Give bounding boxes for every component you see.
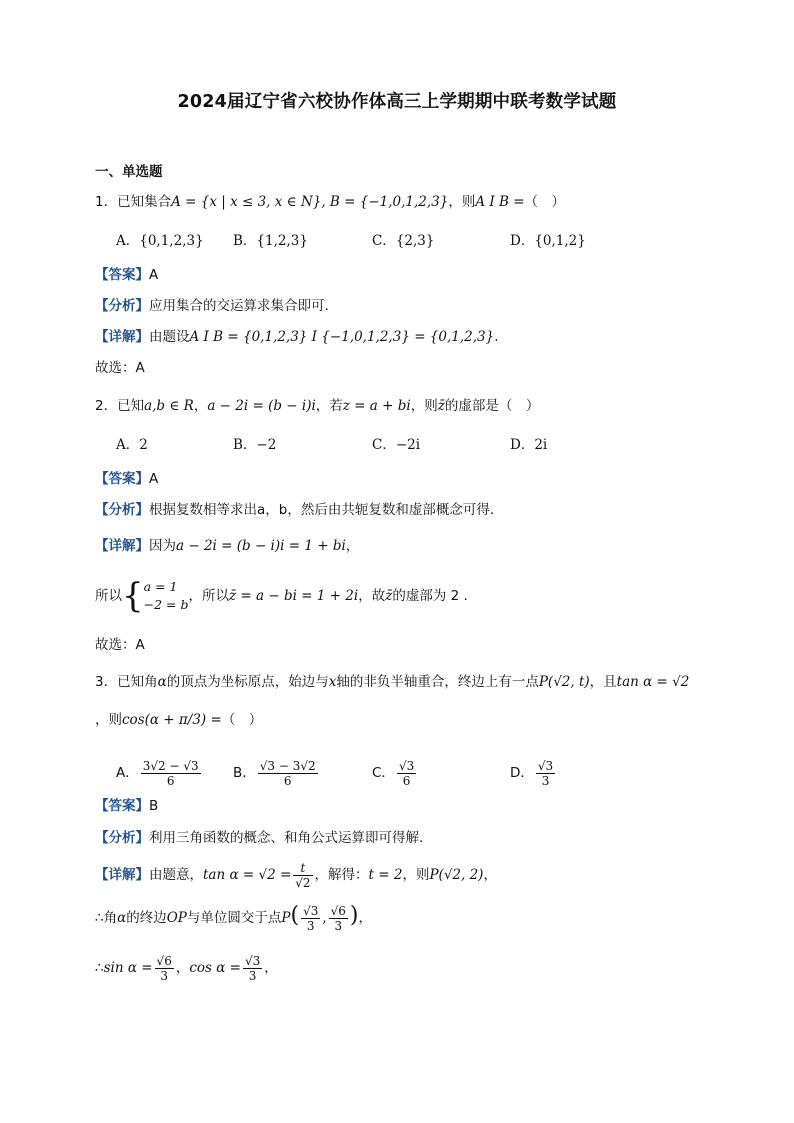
q2-option-a: A．2 xyxy=(116,437,148,453)
q1-detail: 【详解】由题设A I B = {0,1,2,3} I {−1,0,1,2,3} = {0,1,2,3}. xyxy=(95,329,499,345)
q2-solution: 所以{ a = 1 −2 = b ，所以z̄ = a − bi = 1 + 2i，故z̄的虚部为 2 . xyxy=(95,576,468,616)
q1-choose: 故选：A xyxy=(95,360,145,376)
q1-option-c: C．{2,3} xyxy=(372,233,435,249)
q2-stem: 2．已知a,b ∈ R，a − 2i = (b − i)i，若z = a + bi，则z̄的虚部是（ ） xyxy=(95,398,540,414)
q3-answer: 【答案】B xyxy=(95,798,159,814)
q2-detail: 【详解】因为a − 2i = (b − i)i = 1 + bi， xyxy=(95,538,360,554)
q1-math: A = {x | x ≤ 3, x ∈ N}, B = {−1,0,1,2,3} xyxy=(171,194,449,210)
q1-stem: 1．已知集合A = {x | x ≤ 3, x ∈ N}, B = {−1,0,1,2,3}，则A I B =（ ） xyxy=(95,194,566,210)
page-title: 2024届辽宁省六校协作体高三上学期期中联考数学试题 xyxy=(177,92,617,112)
q3-op-line: ∴角α的终边OP与单位圆交于点P( $\frac{√3}{3}$ , $\frac{√6}{3}$ )， xyxy=(95,903,373,933)
q1-option-a: A．{0,1,2,3} xyxy=(116,233,204,249)
equation-system: a = 1 −2 = b xyxy=(143,579,189,612)
q2-option-b: B．−2 xyxy=(233,437,277,453)
q3-analysis: 【分析】利用三角函数的概念、和角公式运算即可得解. xyxy=(95,830,424,846)
system-brace: { xyxy=(122,576,144,616)
q3-option-d: D． $\frac{√3}{3}$ xyxy=(510,758,554,788)
q3-detail: 【详解】由题意，tan α = √2 = $\frac{t}{√2}$ ，解得：t = 2，则P(√2, 2)， xyxy=(95,860,497,890)
q1-option-d: D．{0,1,2} xyxy=(510,233,586,249)
q3-option-a: A． $\frac{3√2 - √3}{6}$ xyxy=(116,758,199,788)
q3-sin-cos-line: ∴sin α = $\frac{√6}{3}$ ，cos α = $\frac{√3}{3}$ ， xyxy=(95,953,278,983)
q2-choose: 故选：A xyxy=(95,637,145,653)
q2-option-d: D．2i xyxy=(510,437,548,453)
q1-analysis: 【分析】应用集合的交运算求集合即可. xyxy=(95,298,329,314)
q1-answer: 【答案】A xyxy=(95,267,159,283)
q3-option-c: C． $\frac{√3}{6}$ xyxy=(372,758,415,788)
q2-analysis: 【分析】根据复数相等求出a，b，然后由共轭复数和虚部概念可得. xyxy=(95,502,495,518)
q3-option-b: B． $\frac{√3 - 3√2}{6}$ xyxy=(233,758,316,788)
section-heading: 一、单选题 xyxy=(95,164,163,180)
q1-option-b: B．{1,2,3} xyxy=(233,233,308,249)
q2-option-c: C．−2i xyxy=(372,437,421,453)
q2-answer: 【答案】A xyxy=(95,471,159,487)
q3-stem-line2: ，则cos(α + π/3) =（ ） xyxy=(95,712,263,728)
q3-stem-line1: 3．已知角α的顶点为坐标原点，始边与x轴的非负半轴重合，终边上有一点P(√2, t)，且tan α = √2 xyxy=(95,674,690,690)
